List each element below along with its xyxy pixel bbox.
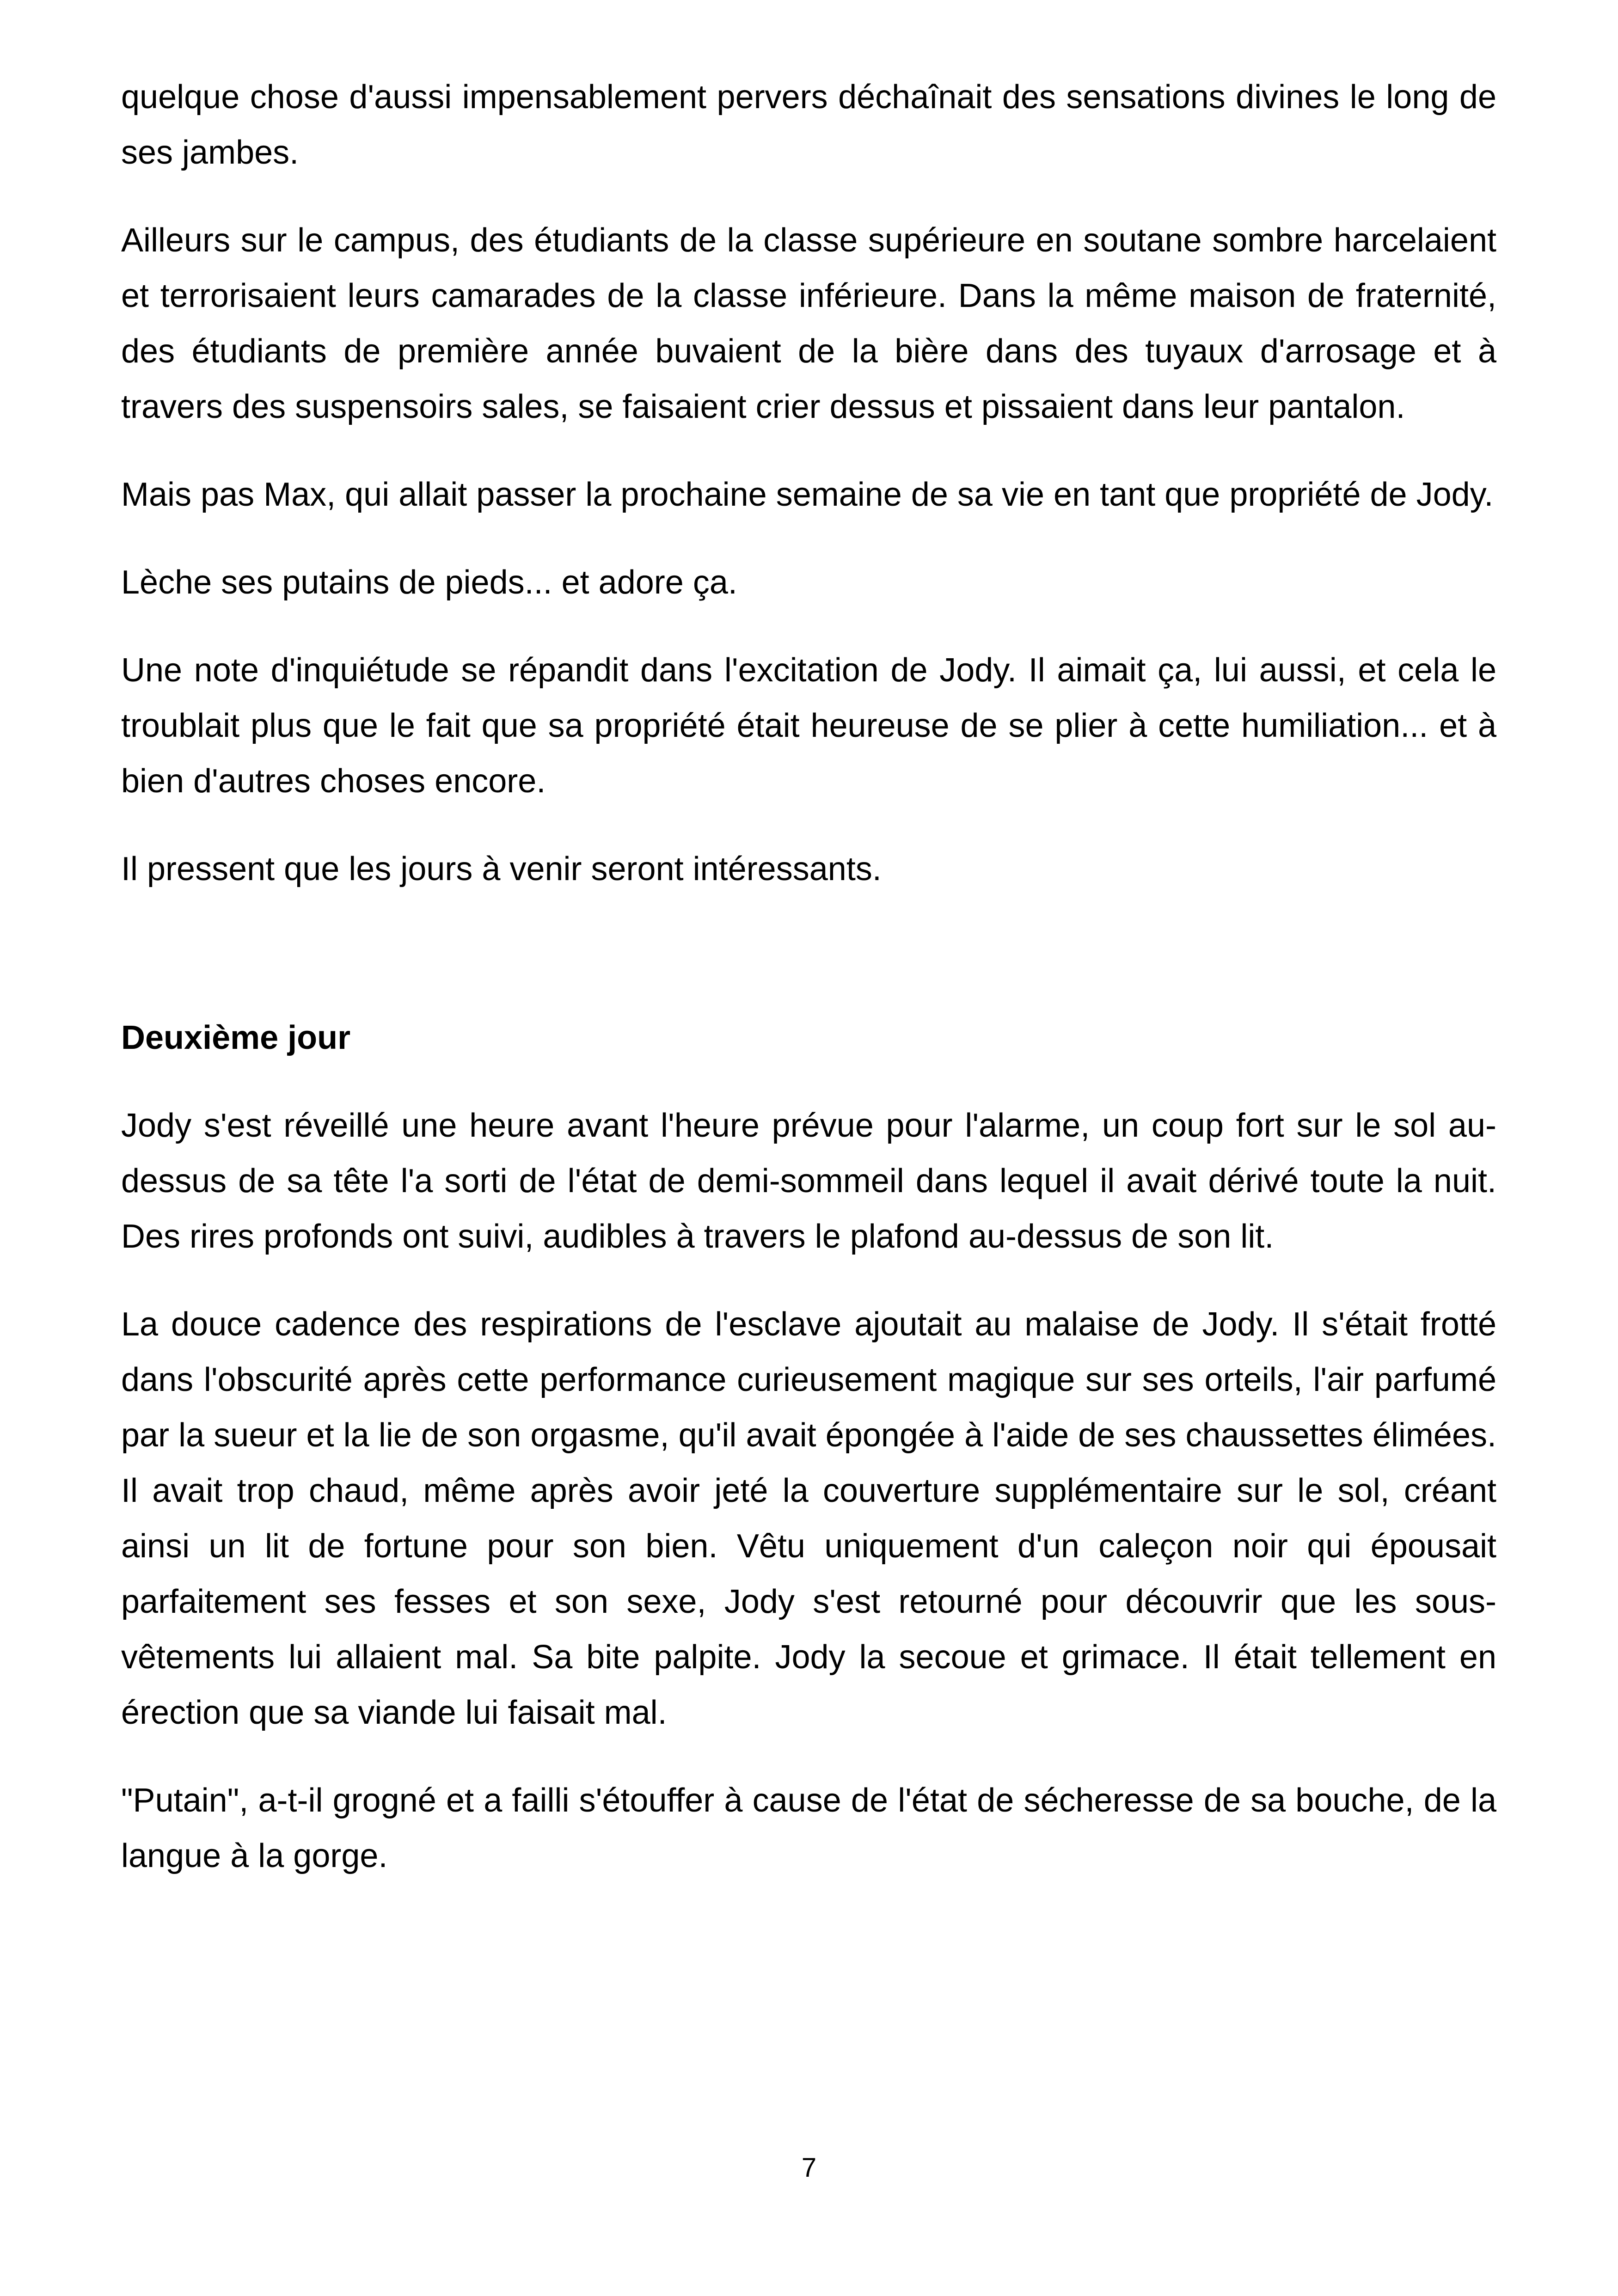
paragraph: quelque chose d'aussi impensablement pervers déchaînait des sensations divines le long de ses jambes. — [121, 79, 1496, 171]
page-number: 7 — [801, 2153, 817, 2183]
paragraph: "Putain", a-t-il grogné et a failli s'étouffer à cause de l'état de sécheresse de sa bouche, de la langue à la gorge. — [121, 1782, 1496, 1874]
paragraph: Jody s'est réveillé une heure avant l'heure prévue pour l'alarme, un coup fort sur le sol au-dessus de sa tête l'a sorti de l'état de demi-sommeil dans lequel il avait dérivé toute la nuit. Des rires profonds ont suivi, audibles à travers le plafond au-dessus de son lit. — [121, 1107, 1496, 1255]
paragraph: Mais pas Max, qui allait passer la prochaine semaine de sa vie en tant que propriété de Jody. — [121, 476, 1494, 513]
paragraph: La douce cadence des respirations de l'esclave ajoutait au malaise de Jody. Il s'était frotté dans l'obscurité après cette performance curieusement magique sur ses orteils, l'air parfumé par la sueur et la lie de son orgasme, qu'il avait épongée à l'aide de ses chaussettes élimées. Il avait trop chaud, même après avoir jeté la couverture supplémentaire sur le sol, créant ainsi un lit de fortune pour son bien. Vêtu uniquement d'un caleçon noir qui épousait parfaitement ses fesses et son sexe, Jody s'est retourné pour découvrir que les sous-vêtements lui allaient mal. Sa bite palpite. Jody la secoue et grimace. Il était tellement en érection que sa viande lui faisait mal. — [121, 1306, 1496, 1731]
paragraph: Il pressent que les jours à venir seront intéressants. — [121, 851, 882, 888]
section-spacer — [121, 929, 1496, 1010]
paragraph: Lèche ses putains de pieds... et adore ça. — [121, 564, 737, 601]
section-heading: Deuxième jour — [121, 1019, 351, 1056]
paragraph: Ailleurs sur le campus, des étudiants de la classe supérieure en soutane sombre harcelaient et terrorisaient leurs camarades de la classe inférieure. Dans la même maison de fraternité, des étudiants de première année buvaient de la bière dans des tuyaux d'arrosage et à travers des suspensoirs sales, se faisaient crier dessus et pissaient dans leur pantalon. — [121, 222, 1496, 425]
body-text — [121, 69, 1496, 1916]
paragraph: Une note d'inquiétude se répandit dans l'excitation de Jody. Il aimait ça, lui aussi, et cela le troublait plus que le fait que sa propriété était heureuse de se plier à cette humiliation... et à bien d'autres choses encore. — [121, 652, 1496, 800]
